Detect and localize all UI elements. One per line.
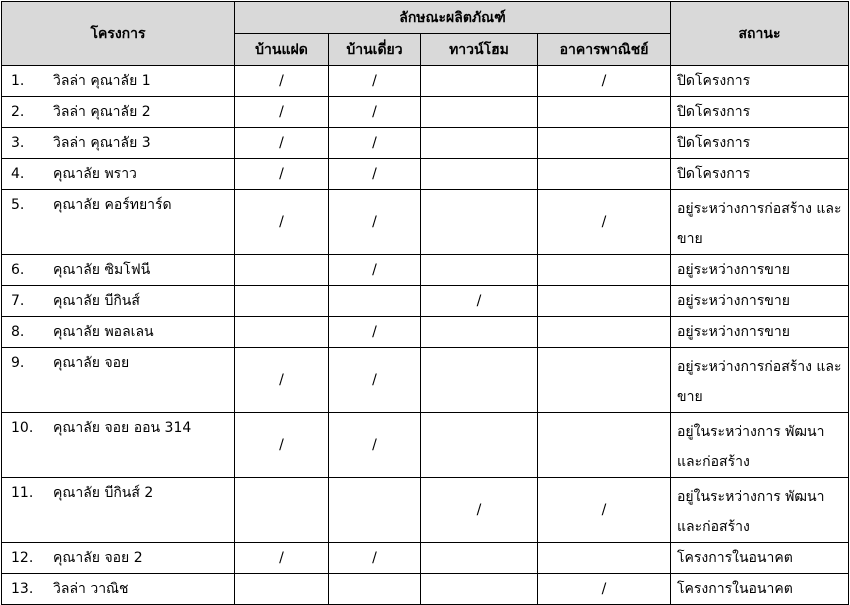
project-cell	[2, 543, 235, 574]
status-cell: ปิดโครงการ	[671, 159, 849, 190]
table-row	[2, 478, 849, 543]
type-mark: /	[538, 574, 671, 605]
type-mark	[421, 543, 538, 574]
table-row	[2, 574, 849, 605]
row-number: 10.	[11, 420, 34, 436]
row-number: 9.	[11, 355, 25, 371]
type-mark: /	[329, 97, 421, 128]
project-cell	[2, 348, 235, 413]
project-name: คุณาลัย บีกินส์	[53, 293, 140, 309]
table-row	[2, 159, 849, 190]
header-type-townhome: ทาวน์โฮม	[421, 34, 538, 66]
type-mark: /	[538, 66, 671, 97]
type-mark	[235, 255, 329, 286]
type-mark: /	[329, 317, 421, 348]
row-number: 4.	[11, 166, 25, 182]
project-cell	[2, 574, 235, 605]
type-mark: /	[538, 190, 671, 255]
header-project: โครงการ	[2, 2, 235, 66]
header-type-commercial: อาคารพาณิชย์	[538, 34, 671, 66]
type-mark	[235, 317, 329, 348]
project-cell	[2, 159, 235, 190]
type-mark	[421, 128, 538, 159]
row-number: 13.	[11, 581, 34, 597]
type-mark: /	[235, 543, 329, 574]
type-mark	[538, 543, 671, 574]
project-name: คุณาลัย ซิมโฟนี	[53, 262, 151, 278]
type-mark	[329, 286, 421, 317]
type-mark: /	[538, 478, 671, 543]
project-name: วิลล่า คุณาลัย 2	[53, 104, 151, 120]
table-row	[2, 128, 849, 159]
table-row	[2, 255, 849, 286]
type-mark	[235, 574, 329, 605]
header-type-detached: บ้านเดี่ยว	[329, 34, 421, 66]
type-mark: /	[235, 128, 329, 159]
project-name: คุณาลัย พอลเลน	[53, 324, 154, 340]
type-mark: /	[329, 190, 421, 255]
type-mark	[538, 255, 671, 286]
type-mark: /	[235, 348, 329, 413]
project-name: วิลล่า คุณาลัย 3	[53, 135, 151, 151]
type-mark	[538, 159, 671, 190]
type-mark	[421, 190, 538, 255]
project-name: วิลล่า คุณาลัย 1	[53, 73, 151, 89]
type-mark: /	[329, 66, 421, 97]
type-mark	[538, 317, 671, 348]
type-mark	[421, 413, 538, 478]
type-mark: /	[421, 478, 538, 543]
type-mark	[421, 97, 538, 128]
row-number: 12.	[11, 550, 34, 566]
row-number: 1.	[11, 73, 25, 89]
type-mark	[235, 286, 329, 317]
project-name: คุณาลัย บีกินส์ 2	[53, 485, 154, 501]
table-row	[2, 543, 849, 574]
projects-table	[1, 1, 849, 605]
project-name: คุณาลัย พราว	[53, 166, 137, 182]
project-name: คุณาลัย จอย 2	[53, 550, 143, 566]
status-cell: อยู่ระหว่างการขาย	[671, 286, 849, 317]
table-row	[2, 286, 849, 317]
row-number: 6.	[11, 262, 25, 278]
type-mark	[421, 348, 538, 413]
project-cell	[2, 317, 235, 348]
row-number: 11.	[11, 485, 34, 501]
type-mark	[538, 97, 671, 128]
status-cell: โครงการในอนาคต	[671, 574, 849, 605]
project-name: คุณาลัย จอย	[53, 355, 130, 371]
type-mark	[329, 574, 421, 605]
type-mark: /	[235, 97, 329, 128]
status-cell: ปิดโครงการ	[671, 66, 849, 97]
status-cell: อยู่ระหว่างการก่อสร้าง และขาย	[671, 348, 849, 413]
status-cell: ปิดโครงการ	[671, 128, 849, 159]
type-mark	[421, 317, 538, 348]
row-number: 2.	[11, 104, 25, 120]
type-mark: /	[235, 159, 329, 190]
type-mark	[421, 574, 538, 605]
type-mark: /	[421, 286, 538, 317]
table-row	[2, 348, 849, 413]
header-type-semidetached: บ้านแฝด	[235, 34, 329, 66]
type-mark: /	[235, 413, 329, 478]
project-name: คุณาลัย คอร์ทยาร์ด	[53, 197, 172, 213]
table-row	[2, 190, 849, 255]
status-cell: อยู่ระหว่างการขาย	[671, 317, 849, 348]
type-mark: /	[329, 543, 421, 574]
type-mark	[421, 159, 538, 190]
project-cell	[2, 478, 235, 543]
project-cell	[2, 255, 235, 286]
type-mark: /	[329, 159, 421, 190]
status-cell: อยู่ในระหว่างการ พัฒนา และก่อสร้าง	[671, 413, 849, 478]
project-cell	[2, 66, 235, 97]
project-cell	[2, 190, 235, 255]
type-mark	[235, 478, 329, 543]
header-status: สถานะ	[671, 2, 849, 66]
type-mark	[538, 128, 671, 159]
status-cell: โครงการในอนาคต	[671, 543, 849, 574]
table-row	[2, 66, 849, 97]
type-mark	[538, 348, 671, 413]
header-characteristics: ลักษณะผลิตภัณฑ์	[235, 2, 671, 34]
project-name: คุณาลัย จอย ออน 314	[53, 420, 192, 436]
project-cell	[2, 413, 235, 478]
type-mark: /	[329, 255, 421, 286]
row-number: 5.	[11, 197, 25, 213]
project-cell	[2, 97, 235, 128]
row-number: 8.	[11, 324, 25, 340]
row-number: 7.	[11, 293, 25, 309]
type-mark: /	[235, 190, 329, 255]
type-mark	[538, 413, 671, 478]
project-name: วิลล่า วาณิช	[53, 581, 129, 597]
project-cell	[2, 286, 235, 317]
table-row	[2, 97, 849, 128]
type-mark	[538, 286, 671, 317]
type-mark	[421, 66, 538, 97]
status-cell: ปิดโครงการ	[671, 97, 849, 128]
type-mark: /	[235, 66, 329, 97]
type-mark: /	[329, 413, 421, 478]
type-mark: /	[329, 348, 421, 413]
type-mark: /	[329, 128, 421, 159]
table-row	[2, 413, 849, 478]
type-mark	[329, 478, 421, 543]
status-cell: อยู่ระหว่างการก่อสร้าง และขาย	[671, 190, 849, 255]
project-cell	[2, 128, 235, 159]
status-cell: อยู่ในระหว่างการ พัฒนา และก่อสร้าง	[671, 478, 849, 543]
table-row	[2, 317, 849, 348]
type-mark	[421, 255, 538, 286]
row-number: 3.	[11, 135, 25, 151]
status-cell: อยู่ระหว่างการขาย	[671, 255, 849, 286]
